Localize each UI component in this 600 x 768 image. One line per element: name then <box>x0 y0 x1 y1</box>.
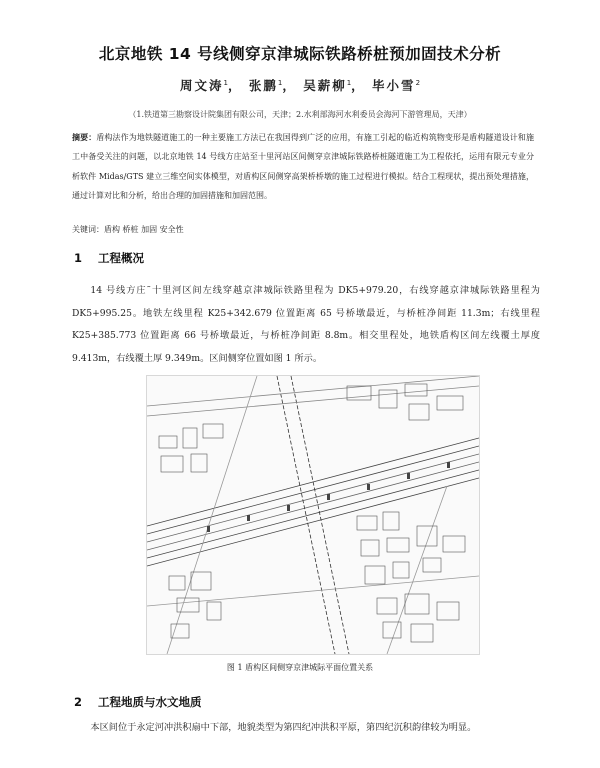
section-body: 本区间位于永定河冲洪积扇中下部，地貌类型为第四纪冲洪积平原，第四纪沉积韵律较为明显。 <box>90 722 477 733</box>
building <box>437 396 463 410</box>
section-number: 2 <box>74 695 83 709</box>
figure-caption: 图 1 盾构区间侧穿京津城际平面位置关系 <box>226 663 374 672</box>
author-separator: ， <box>227 78 243 93</box>
building <box>357 516 377 530</box>
building <box>443 536 465 552</box>
building <box>437 602 459 620</box>
building <box>171 624 189 638</box>
paper-title: 北京地铁 14 号线侧穿京津城际铁路桥桩预加固技术分析 <box>98 45 502 63</box>
building <box>177 598 199 612</box>
building <box>405 594 429 614</box>
road-line <box>387 486 447 654</box>
abstract-text: 盾构法作为地铁隧道施工的一种主要施工方法已在我国得到广泛的应用，有施工引起的临近构筑物变形是盾构隧道设计和施工中备受关注的问题，以北京地铁 14 号线方庄站至十里河站区间侧穿京津城际铁路桥桩隧道施工为工程依托，运用有限元专业分析软件 Midas/GTS 建立三维空间实体模型，对盾构区间侧穿高架桥桥墩的施工过程进行模拟。结合工程现状，提出预处理措施，通过计算对比和分析，给出合理的加固措施和加固范围。 <box>72 133 535 201</box>
author-list <box>0 76 600 94</box>
building <box>159 436 177 448</box>
building <box>207 602 221 620</box>
author-name: 周文涛 <box>179 78 224 93</box>
building <box>365 566 385 584</box>
building <box>191 454 207 472</box>
author-name: 毕小雪 <box>372 78 416 93</box>
building <box>191 572 211 590</box>
building <box>387 538 409 552</box>
building <box>423 558 441 572</box>
figure-site-plan <box>146 375 480 655</box>
building <box>405 384 427 396</box>
building <box>161 456 183 472</box>
author-separator: ， <box>351 78 366 93</box>
abstract <box>72 128 534 206</box>
section-number: 1 <box>74 251 83 265</box>
section-body: 14 号线方庄˜十里河区间左线穿越京津城际铁路里程为 DK5+979.20，右线穿越京津城际铁路里程为 DK5+995.25。地铁左线里程 K25+342.679 位置距离 65 号桥墩最近，与桥桩净间距 11.3m；右线里程 K25+385.773 位置距离 66 号桥墩最近，与桥桩净间距 8.8m。相交里程处，地铁盾构区间左线覆土厚度 9.413m，右线覆土厚 9.349m。区间侧穿位置如图 1 所示。 <box>72 285 540 364</box>
bridge-pier <box>287 505 290 511</box>
building <box>169 576 185 590</box>
building <box>361 540 379 556</box>
building <box>203 424 223 438</box>
author-name: 吴薪柳 <box>303 78 347 93</box>
author-affiliation-mark: 2 <box>415 79 421 87</box>
building-blocks <box>159 384 465 642</box>
metro-tunnel-left <box>277 376 335 654</box>
railway-line <box>147 446 479 534</box>
author-affiliation-mark: 1 <box>346 79 352 87</box>
bridge-pier <box>367 484 370 490</box>
bridge-pier <box>327 494 330 500</box>
section-title: 工程地质与水文地质 <box>98 695 202 709</box>
author-separator: ， <box>282 78 297 93</box>
road-line <box>147 376 479 406</box>
section-heading <box>74 250 144 266</box>
keywords-label: 关键词： <box>72 225 104 234</box>
building <box>411 624 433 642</box>
building <box>377 598 397 614</box>
affiliations: （1.铁道第三勘察设计院集团有限公司，天津；2.水利部海河水利委员会海河下游管理局，天津） <box>128 110 472 119</box>
building <box>383 512 399 530</box>
building <box>383 622 401 638</box>
bridge-pier <box>407 473 410 479</box>
keywords-text: 盾构 桥桩 加固 安全性 <box>104 225 184 234</box>
keywords <box>72 224 184 235</box>
railway-line <box>147 478 479 566</box>
building <box>393 562 409 578</box>
section-heading <box>74 694 202 710</box>
building <box>379 390 397 408</box>
site-plan-drawing <box>147 376 479 654</box>
abstract-label: 摘要： <box>72 132 97 142</box>
author-affiliation-mark: 1 <box>277 79 283 87</box>
author-affiliation-mark: 1 <box>223 79 228 87</box>
railway-line <box>147 454 479 542</box>
bridge-piers <box>207 462 450 532</box>
section-title: 工程概况 <box>98 251 144 265</box>
bridge-pier <box>207 526 210 532</box>
building <box>409 404 429 420</box>
building <box>183 428 197 448</box>
bridge-pier <box>247 515 250 521</box>
author-name: 张鹏 <box>248 78 278 93</box>
bridge-pier <box>447 462 450 468</box>
